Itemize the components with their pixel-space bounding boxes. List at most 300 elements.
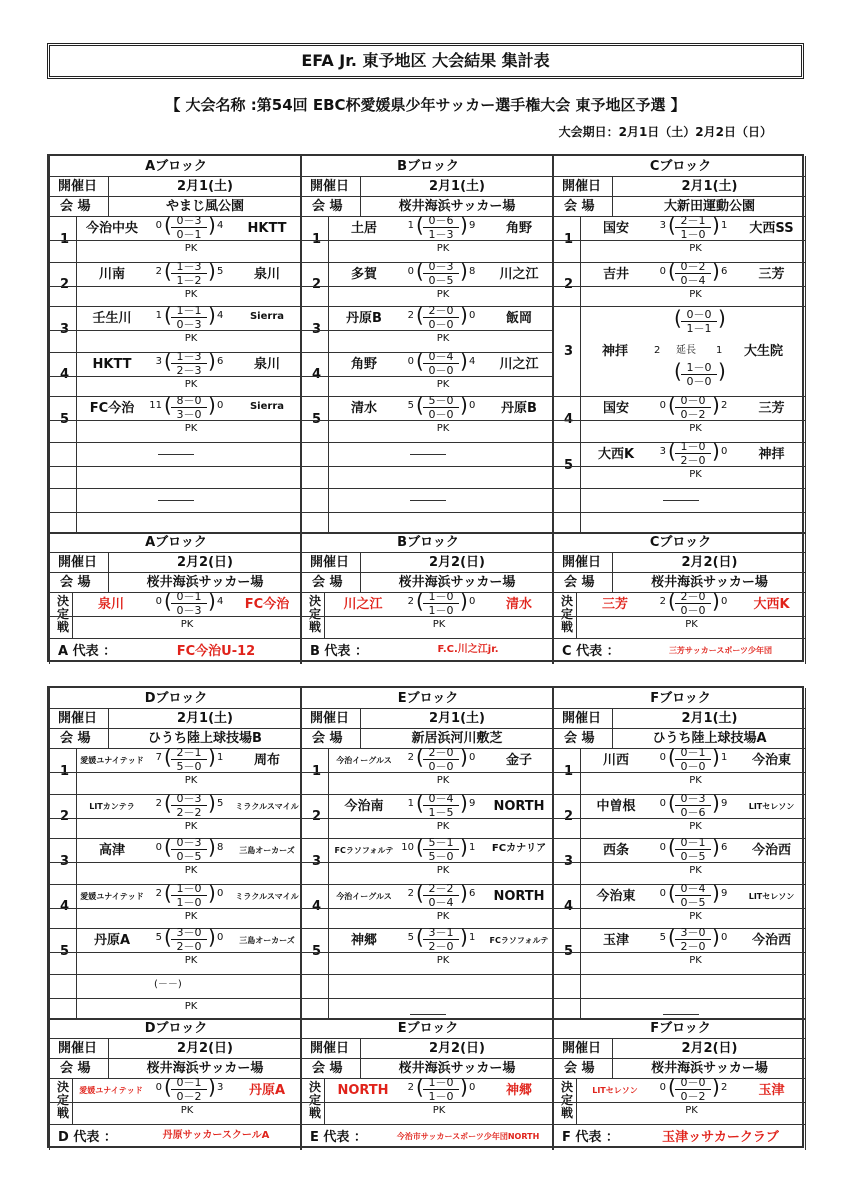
col-divider [328, 748, 329, 1018]
match-date: 2月1(土) [429, 179, 485, 194]
away-score: 6 [469, 888, 476, 899]
ht1: 0－0 [686, 308, 712, 321]
pk-label: PK [689, 423, 702, 434]
date-label: 開催日 [562, 179, 602, 194]
away-score: 6 [217, 356, 224, 367]
block-Eブロック [301, 688, 553, 1150]
row-divider [302, 728, 552, 729]
second-half: 5－0 [428, 850, 454, 863]
block-Bブロック [301, 156, 553, 664]
block-name: Cブロック [649, 159, 712, 174]
pk-label: PK [184, 1001, 198, 1012]
away-team: NORTH [493, 799, 545, 814]
paren-right: ) [208, 791, 216, 815]
row-divider [554, 1038, 805, 1039]
home-score: 7 [155, 752, 162, 763]
half-scores [675, 395, 711, 420]
second-half: 2－0 [428, 940, 454, 953]
first-half: 0－3 [176, 792, 202, 805]
home-team: 玉津 [602, 933, 629, 948]
tournament-name: 【 大会名称 :第54回 EBC杯愛媛県少年サッカー選手権大会 東予地区予選 】 [165, 96, 686, 114]
date-label: 開催日 [58, 711, 98, 726]
home-team: 今治イーグルス [336, 892, 392, 901]
first-half: 0－1 [176, 590, 202, 603]
empty-score-dash [158, 454, 194, 455]
away-team: 三芳 [758, 401, 785, 416]
second-half: 1－5 [428, 806, 454, 819]
away-score: 1 [721, 752, 728, 763]
match-number: 5 [564, 458, 574, 473]
row-divider [50, 862, 300, 863]
row-divider [554, 818, 805, 819]
home-score: 2 [155, 266, 162, 277]
home-team: 神郷 [350, 933, 377, 948]
paren-right: ) [460, 303, 468, 327]
paren-left: ( [164, 213, 172, 237]
final-venue: 桜井海浜サッカー場 [651, 1061, 768, 1076]
representative-team: 丹原サッカースクールA [162, 1130, 270, 1141]
home-team: 中曽根 [596, 799, 636, 814]
second-half: 0－2 [680, 408, 706, 421]
representative-label: C 代表 ： [562, 644, 620, 659]
first-half: 5－0 [428, 394, 454, 407]
first-half: 8－0 [176, 394, 202, 407]
second-half: 2－0 [176, 940, 202, 953]
date-label: 開催日 [310, 711, 350, 726]
second-half: 0－0 [428, 318, 454, 331]
final-venue: 桜井海浜サッカー場 [398, 1061, 516, 1076]
paren-right: ) [208, 881, 216, 905]
match-number: 4 [60, 899, 70, 914]
home-score: 2 [407, 1082, 414, 1093]
second-half: 0－5 [680, 850, 706, 863]
away-team: FCラソフォルテ [489, 936, 549, 945]
venue-label: 会 場 [60, 1061, 91, 1076]
row-divider [554, 512, 805, 513]
final-home-team: 川之江 [343, 597, 383, 612]
match-number: 1 [564, 764, 574, 779]
paren-left: ( [674, 306, 682, 330]
tournament-dates: 大会期日：2月1日（土）2月2日（日） [558, 125, 772, 139]
ot1: 1－0 [686, 361, 712, 374]
empty-score-dash [158, 500, 194, 501]
paren-right: ) [712, 439, 720, 463]
row-divider [50, 616, 300, 617]
first-half-scores [681, 309, 717, 334]
home-team: HKTT [92, 357, 132, 372]
final-away-team: 清水 [505, 597, 532, 612]
away-score: 9 [721, 888, 728, 899]
away-team: 周布 [253, 753, 280, 768]
row-divider [302, 572, 552, 573]
row-divider [50, 330, 300, 331]
second-half: 0－5 [428, 274, 454, 287]
match-number: 1 [312, 232, 322, 247]
block-name-day2: Bブロック [397, 535, 459, 550]
venue-label: 会 場 [60, 731, 91, 746]
row-divider [50, 442, 300, 443]
second-half: 0－2 [680, 1090, 706, 1103]
venue: ひうち陸上球技場B [148, 731, 262, 746]
paren-right: ) [712, 213, 720, 237]
half-scores [171, 215, 207, 240]
final-venue: 桜井海浜サッカー場 [146, 575, 264, 590]
away-team: 今治西 [751, 933, 791, 948]
paren-right: ) [208, 925, 216, 949]
match-number: 2 [312, 277, 322, 292]
pk-label: PK [184, 289, 198, 300]
representative-label: F 代表 ： [562, 1130, 619, 1145]
half-scores [423, 1077, 459, 1102]
paren-right: ) [712, 589, 720, 613]
paren-left: ( [416, 1075, 424, 1099]
home-team: 国安 [602, 221, 629, 236]
match-date: 2月1(土) [429, 711, 485, 726]
paren-left: ( [164, 259, 172, 283]
pk-label: PK [689, 289, 702, 300]
final-away-team: 大西K [753, 597, 790, 612]
half-scores [423, 837, 459, 862]
paren-left: ( [668, 881, 676, 905]
paren-left: ( [416, 213, 424, 237]
paren-right: ) [460, 259, 468, 283]
pk-label: PK [436, 865, 450, 876]
away-team: 丹原B [501, 401, 537, 416]
paren-right: ) [712, 259, 720, 283]
final-label: 決 定 戦 [56, 594, 69, 634]
home-score: 0 [407, 356, 414, 367]
block-name-day2: Dブロック [144, 1021, 208, 1036]
second-half: 0－5 [176, 850, 202, 863]
final-date: 2月2(日) [429, 1041, 485, 1056]
final-label: 決 定 戦 [308, 1080, 321, 1120]
final-label: 決 定 戦 [308, 594, 321, 634]
pk-label: PK [432, 619, 446, 630]
away-score: 8 [469, 266, 476, 277]
half-scores [171, 883, 207, 908]
away-score: 0 [469, 752, 476, 763]
col-divider [324, 1078, 325, 1124]
paren-left: ( [416, 259, 424, 283]
match-number: 4 [564, 412, 574, 427]
pk-label: PK [436, 821, 450, 832]
first-half: 2－2 [428, 882, 454, 895]
row-divider [50, 638, 300, 639]
venue: 大新田運動公園 [663, 199, 755, 214]
away-score: 0 [469, 400, 476, 411]
home-score: 5 [659, 932, 666, 943]
ot2: 0－0 [686, 375, 712, 388]
away-team: 今治西 [751, 843, 791, 858]
away-team: LITセレソン [748, 892, 795, 901]
row-divider [554, 772, 805, 773]
row-divider [554, 572, 805, 573]
final-home-team: NORTH [337, 1083, 389, 1098]
paren-left: ( [416, 349, 424, 373]
row-divider [554, 862, 805, 863]
venue-label: 会 場 [564, 199, 595, 214]
row-divider [302, 176, 552, 177]
row-divider [302, 952, 552, 953]
row-divider [302, 286, 552, 287]
half-scores [675, 793, 711, 818]
home-team: 今治イーグルス [336, 756, 392, 765]
home-score: 0 [659, 842, 666, 853]
venue-label: 会 場 [312, 731, 343, 746]
pk-label: PK [436, 289, 450, 300]
home-team: 神拝 [602, 344, 629, 359]
row-divider [554, 466, 805, 467]
second-half: 1－0 [680, 228, 706, 241]
block-name: Fブロック [650, 691, 711, 706]
home-score: 2 [407, 310, 414, 321]
venue-label: 会 場 [564, 731, 595, 746]
paren-left: ( [674, 359, 682, 383]
home-team: 壬生川 [92, 311, 132, 326]
half-scores [675, 261, 711, 286]
pk-label: PK [180, 1105, 194, 1116]
home-score: 0 [155, 842, 162, 853]
home-score: 2 [407, 888, 414, 899]
pk-label: PK [685, 619, 698, 630]
home-team: 今治南 [344, 799, 384, 814]
paren-right: ) [208, 835, 216, 859]
row-divider [554, 974, 805, 975]
away-score: 0 [469, 310, 476, 321]
away-score: 5 [217, 798, 224, 809]
final-label: 決 定 戦 [56, 1080, 69, 1120]
row-divider [50, 952, 300, 953]
first-half: 3－0 [176, 926, 202, 939]
date-label: 開催日 [310, 555, 350, 570]
second-half: 0－6 [680, 806, 706, 819]
second-half: 0－2 [176, 1090, 202, 1103]
half-scores [423, 793, 459, 818]
row-divider [302, 974, 552, 975]
row-divider [50, 466, 300, 467]
paren-right: ) [712, 925, 720, 949]
venue: ひうち陸上球技場A [652, 731, 767, 746]
first-half: 0－1 [176, 1076, 202, 1089]
row-divider [554, 1124, 805, 1125]
paren-left: ( [668, 925, 676, 949]
home-team: 愛媛ユナイテッド [80, 892, 144, 901]
home-score: 2 [407, 752, 414, 763]
second-half: 0－0 [428, 364, 454, 377]
match-number: 4 [312, 367, 322, 382]
paren-right: ) [712, 881, 720, 905]
paren-right: ) [208, 745, 216, 769]
home-score: 5 [155, 932, 162, 943]
paren-right: ) [712, 791, 720, 815]
first-half: 1－0 [176, 882, 202, 895]
second-half: 1－0 [428, 1090, 454, 1103]
row-divider [50, 376, 300, 377]
paren-left: ( [416, 303, 424, 327]
paren-right: ) [460, 393, 468, 417]
half-scores [423, 261, 459, 286]
paren-left: ( [668, 791, 676, 815]
half-scores [423, 351, 459, 376]
match-number: 1 [564, 232, 574, 247]
row-divider [302, 240, 552, 241]
empty-score-dash [410, 1014, 446, 1015]
row-divider [302, 862, 552, 863]
first-half: 0－1 [680, 746, 706, 759]
half-scores [171, 793, 207, 818]
away-score: 5 [217, 266, 224, 277]
home-team: 丹原B [346, 311, 382, 326]
block-name-day2: Aブロック [145, 535, 207, 550]
empty-score-dash [663, 500, 699, 501]
pk-label: PK [685, 1105, 698, 1116]
home-team: 今治東 [596, 889, 636, 904]
paren-right: ) [460, 1075, 468, 1099]
match-number: 5 [60, 412, 70, 427]
away-team: Sierra [249, 311, 285, 322]
final-label: 決 定 戦 [560, 1080, 573, 1120]
home-score: 0 [659, 266, 666, 277]
paren-right: ) [208, 393, 216, 417]
match-date: 2月1(土) [177, 711, 233, 726]
final-home-team: 三芳 [601, 597, 628, 612]
paren-right: ) [718, 306, 726, 330]
final-away-team: 玉津 [758, 1083, 785, 1098]
block-Cブロック [553, 156, 806, 664]
row-divider [50, 708, 300, 709]
page-title: EFA Jr. 東予地区 大会結果 集計表 [47, 43, 804, 79]
pk-label: PK [436, 379, 450, 390]
representative-team: 三芳サッカースポーツ少年団 [668, 646, 773, 655]
row-divider [302, 552, 552, 553]
placeholder-score: (－－) [154, 979, 182, 990]
first-half: 0－6 [428, 214, 454, 227]
half-scores [675, 883, 711, 908]
final-venue: 桜井海浜サッカー場 [651, 575, 768, 590]
pk-label: PK [436, 955, 450, 966]
away-team: 三島オーカーズ [239, 846, 295, 855]
second-half: 3－0 [176, 408, 202, 421]
ht2: 1－1 [686, 322, 712, 335]
paren-left: ( [416, 791, 424, 815]
away-score: 0 [217, 932, 224, 943]
first-half: 0－2 [680, 260, 706, 273]
first-half: 0－1 [680, 836, 706, 849]
final-home-team: LITセレソン [592, 1086, 638, 1095]
first-half: 5－1 [428, 836, 454, 849]
half-scores [171, 927, 207, 952]
match-number: 4 [564, 899, 574, 914]
home-score: 3 [659, 220, 666, 231]
away-team: 今治東 [751, 753, 791, 768]
venue-label: 会 場 [312, 575, 343, 590]
home-score: 2 [155, 798, 162, 809]
away-team: 飯岡 [505, 311, 532, 326]
row-divider [302, 818, 552, 819]
pk-label: PK [436, 775, 450, 786]
second-half: 1－3 [428, 228, 454, 241]
half-scores [423, 305, 459, 330]
first-half: 3－0 [680, 926, 706, 939]
paren-right: ) [460, 925, 468, 949]
pk-label: PK [184, 821, 198, 832]
away-score: 0 [469, 1082, 476, 1093]
away-score: 0 [217, 400, 224, 411]
home-score: 2 [407, 596, 414, 607]
pk-label: PK [689, 911, 702, 922]
paren-left: ( [164, 791, 172, 815]
match-date: 2月1(土) [177, 179, 233, 194]
overtime-label: 延長 [676, 345, 696, 356]
second-half: 0－3 [176, 318, 202, 331]
row-divider [302, 1102, 552, 1103]
match-number: 3 [60, 322, 70, 337]
row-divider [50, 240, 300, 241]
away-score: 2 [721, 1082, 728, 1093]
away-score: 4 [217, 310, 224, 321]
representative-team: F.C.川之江jr. [437, 644, 499, 655]
row-divider [554, 616, 805, 617]
paren-right: ) [208, 303, 216, 327]
half-scores [675, 747, 711, 772]
home-score: 0 [659, 752, 666, 763]
first-half: 1－3 [176, 260, 202, 273]
row-divider [302, 376, 552, 377]
paren-left: ( [164, 393, 172, 417]
final-label: 決 定 戦 [560, 594, 573, 634]
row-divider [554, 1018, 805, 1020]
match-number: 1 [60, 232, 70, 247]
block-Aブロック [49, 156, 301, 664]
home-score: 2 [654, 345, 661, 356]
home-score: 0 [659, 798, 666, 809]
first-half: 3－1 [428, 926, 454, 939]
home-team: FC今治 [89, 401, 135, 416]
block-Dブロック [49, 688, 301, 1150]
row-divider [302, 442, 552, 443]
date-label: 開催日 [310, 179, 350, 194]
row-divider [554, 240, 805, 241]
date-label: 開催日 [58, 1041, 98, 1056]
row-divider [554, 176, 805, 177]
match-date: 2月1(土) [681, 711, 738, 726]
paren-left: ( [164, 589, 172, 613]
home-score: 11 [149, 400, 162, 411]
row-divider [50, 1038, 300, 1039]
paren-right: ) [712, 745, 720, 769]
half-scores [171, 351, 207, 376]
row-divider [50, 908, 300, 909]
first-half: 2－0 [428, 746, 454, 759]
match-number: 5 [312, 944, 322, 959]
results-table-abc [47, 154, 804, 662]
half-scores [423, 883, 459, 908]
final-date: 2月2(日) [177, 555, 233, 570]
away-score: 1 [721, 220, 728, 231]
paren-right: ) [208, 349, 216, 373]
second-half: 2－3 [176, 364, 202, 377]
paren-left: ( [164, 881, 172, 905]
pk-label: PK [184, 955, 198, 966]
pk-label: PK [184, 423, 198, 434]
paren-left: ( [668, 259, 676, 283]
away-score: 0 [469, 596, 476, 607]
away-team: Sierra [249, 401, 285, 412]
away-team: HKTT [247, 221, 287, 236]
date-label: 開催日 [58, 179, 98, 194]
venue-label: 会 場 [564, 1061, 595, 1076]
pk-label: PK [432, 1105, 446, 1116]
